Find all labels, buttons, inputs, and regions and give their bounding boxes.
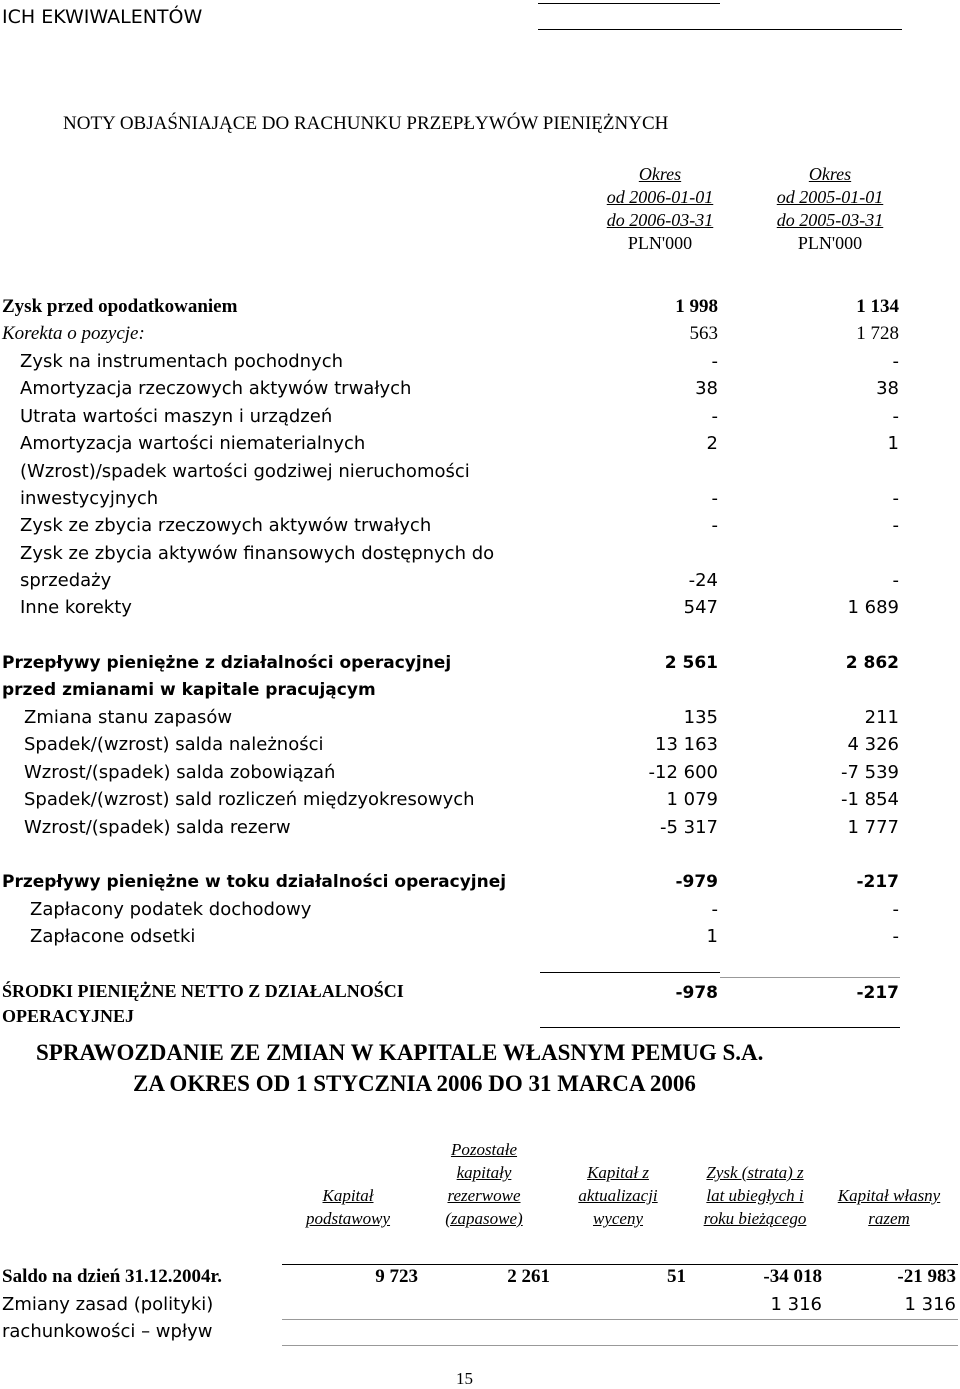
row-label-op-before-2: przed zmianami w kapitale pracującym — [2, 680, 376, 700]
net-op-rule-top-1 — [540, 972, 720, 973]
row-value-payables-2006: -12 600 — [648, 762, 718, 783]
equity-balance-reserve: 2 261 — [507, 1266, 550, 1287]
period-2005-to: do 2005-03-31 — [776, 210, 884, 230]
row-label-sale-financial-1: Zysk ze zbycia aktywów finansowych dostępnych do — [20, 543, 495, 564]
section-header: ICH EKWIWALENTÓW — [2, 6, 203, 28]
page-number: 15 — [456, 1369, 473, 1388]
equity-col-share-capital: Kapitał podstawowy — [305, 1186, 391, 1228]
period-2006-from: od 2006-01-01 — [606, 187, 714, 207]
row-value-impairment-2006: - — [711, 406, 718, 427]
row-label-net-op-1: ŚRODKI PIENIĘŻNE NETTO Z DZIAŁALNOŚCI — [2, 981, 404, 1001]
period-2005-label: Okres — [808, 164, 852, 184]
row-label-profit: Zysk przed opodatkowaniem — [2, 296, 238, 317]
equity-col-retained: Zysk (strata) z lat ubiegłych i roku bieżącego — [703, 1163, 807, 1228]
equity-balance-retained: -34 018 — [763, 1266, 822, 1287]
row-value-other-2005: 1 689 — [847, 597, 899, 618]
row-value-other-2006: 547 — [683, 597, 718, 618]
row-value-adjustments-2005: 1 728 — [856, 323, 899, 344]
row-value-sale-financial-2005: - — [892, 570, 899, 591]
row-value-fair-value-2006: - — [711, 488, 718, 509]
row-value-amort-fixed-2006: 38 — [695, 378, 718, 399]
row-value-receivables-2005: 4 326 — [847, 734, 899, 755]
row-value-provisions-2005: 1 777 — [847, 817, 899, 838]
row-value-fair-value-2005: - — [892, 488, 899, 509]
equity-row-rule-2 — [282, 1319, 958, 1320]
row-value-receivables-2006: 13 163 — [655, 734, 718, 755]
row-value-amort-intangible-2005: 1 — [887, 433, 899, 454]
row-label-interest-paid: Zapłacone odsetki — [30, 926, 196, 947]
equity-balance-share-capital: 9 723 — [375, 1266, 418, 1287]
row-value-derivatives-2005: - — [892, 351, 899, 372]
row-value-accruals-2006: 1 079 — [666, 789, 718, 810]
row-value-derivatives-2006: - — [711, 351, 718, 372]
period-2006-unit: PLN'000 — [627, 233, 693, 253]
row-label-sale-fixed: Zysk ze zbycia rzeczowych aktywów trwałych — [20, 515, 432, 536]
row-value-interest-paid-2005: - — [892, 926, 899, 947]
row-value-net-op-2006: -978 — [675, 983, 718, 1003]
row-value-op-cash-2006: -979 — [675, 872, 718, 892]
row-value-payables-2005: -7 539 — [840, 762, 899, 783]
equity-col-total: Kapitał własny razem — [837, 1186, 941, 1228]
row-value-inventory-2006: 135 — [683, 707, 718, 728]
equity-policy-retained: 1 316 — [770, 1294, 822, 1315]
row-label-sale-financial-2: sprzedaży — [20, 570, 112, 591]
row-label-op-cash: Przepływy pieniężne w toku działalności operacyjnej — [2, 872, 507, 892]
header-rule-long — [538, 29, 902, 30]
row-value-op-before-2006: 2 561 — [664, 653, 718, 673]
equity-title-1: SPRAWOZDANIE ZE ZMIAN W KAPITALE WŁASNYM PEMUG S.A. — [36, 1040, 764, 1065]
equity-col-revaluation: Kapitał z aktualizacji wyceny — [578, 1163, 658, 1228]
equity-balance-revaluation: 51 — [667, 1266, 686, 1287]
row-value-amort-intangible-2006: 2 — [706, 433, 718, 454]
row-value-tax-paid-2006: - — [711, 899, 718, 920]
equity-title-2: ZA OKRES OD 1 STYCZNIA 2006 DO 31 MARCA 2006 — [133, 1071, 696, 1096]
row-value-net-op-2005: -217 — [856, 983, 899, 1003]
row-value-impairment-2005: - — [892, 406, 899, 427]
equity-policy-total: 1 316 — [904, 1294, 956, 1315]
equity-col-reserve-capital: Pozostałe kapitały rezerwowe (zapasowe) — [445, 1140, 523, 1228]
row-label-provisions: Wzrost/(spadek) salda rezerw — [24, 817, 291, 838]
row-value-accruals-2005: -1 854 — [840, 789, 899, 810]
row-value-inventory-2005: 211 — [864, 707, 899, 728]
row-value-adjustments-2006: 563 — [689, 323, 718, 344]
equity-row-label-policy-1: Zmiany zasad (polityki) — [2, 1294, 214, 1315]
notes-title: NOTY OBJAŚNIAJĄCE DO RACHUNKU PRZEPŁYWÓW PIENIĘŻNYCH — [63, 113, 669, 134]
row-label-payables: Wzrost/(spadek) salda zobowiązań — [24, 762, 336, 783]
row-label-inventory: Zmiana stanu zapasów — [24, 707, 233, 728]
period-2005-unit: PLN'000 — [797, 233, 863, 253]
row-value-op-cash-2005: -217 — [856, 872, 899, 892]
row-label-net-op-2: OPERACYJNEJ — [2, 1006, 135, 1026]
row-label-fair-value-2: inwestycyjnych — [20, 488, 159, 509]
equity-row-label-balance: Saldo na dzień 31.12.2004r. — [2, 1266, 222, 1287]
period-header-2005 — [730, 163, 930, 255]
period-2006-label: Okres — [638, 164, 682, 184]
row-value-profit-2006: 1 998 — [675, 296, 718, 317]
row-label-tax-paid: Zapłacony podatek dochodowy — [30, 899, 312, 920]
row-label-op-before-1: Przepływy pieniężne z działalności operacyjnej — [2, 653, 452, 673]
row-value-sale-fixed-2006: - — [711, 515, 718, 536]
row-value-op-before-2005: 2 862 — [845, 653, 899, 673]
header-rule-short — [538, 3, 720, 4]
row-value-tax-paid-2005: - — [892, 899, 899, 920]
row-value-amort-fixed-2005: 38 — [876, 378, 899, 399]
row-label-derivatives: Zysk na instrumentach pochodnych — [20, 351, 343, 372]
equity-balance-total: -21 983 — [897, 1266, 956, 1287]
row-label-impairment: Utrata wartości maszyn i urządzeń — [20, 406, 333, 427]
equity-row-rule-3 — [282, 1345, 958, 1346]
row-value-sale-financial-2006: -24 — [688, 570, 718, 591]
net-op-rule-top-2 — [720, 977, 900, 978]
row-label-accruals: Spadek/(wzrost) sald rozliczeń międzyokresowych — [24, 789, 475, 810]
row-label-fair-value-1: (Wzrost)/spadek wartości godziwej nieruchomości — [20, 461, 470, 482]
row-value-interest-paid-2006: 1 — [706, 926, 718, 947]
period-2005-from: od 2005-01-01 — [776, 187, 884, 207]
row-value-sale-fixed-2005: - — [892, 515, 899, 536]
row-label-amort-intangible: Amortyzacja wartości niematerialnych — [20, 433, 366, 454]
equity-row-rule — [282, 1264, 958, 1265]
period-2006-to: do 2006-03-31 — [606, 210, 714, 230]
row-label-receivables: Spadek/(wzrost) salda należności — [24, 734, 324, 755]
row-label-adjustments: Korekta o pozycje: — [2, 323, 145, 344]
row-label-amort-fixed: Amortyzacja rzeczowych aktywów trwałych — [20, 378, 412, 399]
equity-row-label-policy-2: rachunkowości – wpływ — [2, 1321, 213, 1342]
row-label-other: Inne korekty — [20, 597, 132, 618]
row-value-provisions-2006: -5 317 — [659, 817, 718, 838]
row-value-profit-2005: 1 134 — [856, 296, 899, 317]
net-op-rule-bottom — [540, 1027, 900, 1028]
